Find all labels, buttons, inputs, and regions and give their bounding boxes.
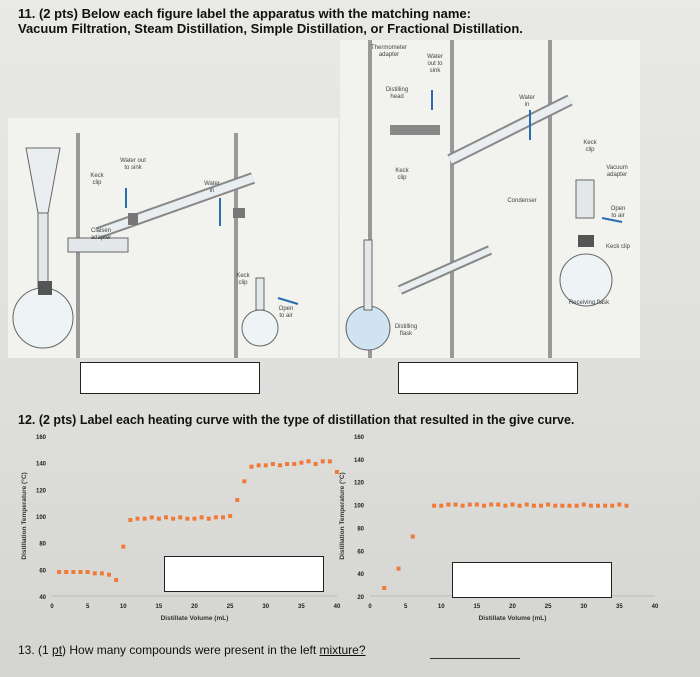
x-tick-label: 30 (580, 604, 588, 610)
answer-box-right-apparatus[interactable] (398, 362, 578, 394)
left-apparatus-drawing (8, 118, 338, 358)
data-point (121, 545, 125, 549)
data-point (625, 504, 629, 508)
data-point (221, 515, 225, 519)
data-point (546, 503, 550, 507)
label-keck-clip-right: Keck clip (605, 244, 630, 250)
label-water-out: Water out to sink (120, 158, 146, 171)
data-point (228, 514, 232, 518)
data-point (511, 503, 515, 507)
y-tick-label: 120 (35, 488, 46, 495)
answer-line-q13[interactable] (430, 658, 520, 659)
data-point (86, 570, 90, 574)
y-tick-label: 160 (35, 435, 46, 441)
y-tick-label: 80 (39, 541, 46, 548)
x-axis-label: Distillate Volume (mL) (160, 615, 229, 622)
data-point (321, 459, 325, 463)
data-point (411, 535, 415, 539)
y-tick-label: 60 (357, 549, 364, 556)
x-tick-label: 35 (298, 604, 305, 610)
data-point (128, 518, 132, 522)
data-point (299, 461, 303, 465)
data-point (157, 517, 161, 521)
data-point (496, 503, 500, 507)
data-point (136, 517, 140, 521)
x-tick-label: 30 (262, 604, 270, 610)
data-point (596, 504, 600, 508)
data-point (553, 504, 557, 508)
y-axis-label: Distillation Temperature (°C) (21, 472, 28, 560)
data-point (518, 504, 522, 508)
data-point (278, 463, 282, 467)
data-point (57, 570, 61, 574)
data-point (439, 504, 443, 508)
data-point (454, 503, 458, 507)
y-tick-label: 20 (357, 595, 364, 601)
answer-box-right-curve[interactable] (452, 562, 612, 598)
data-point (214, 515, 218, 519)
data-point (603, 504, 607, 508)
data-point (250, 465, 254, 469)
data-point (107, 573, 111, 577)
y-tick-label: 140 (353, 457, 364, 464)
x-tick-label: 0 (50, 604, 54, 610)
label-open-to-air-right: Open to air (610, 206, 626, 219)
x-tick-label: 20 (191, 604, 198, 610)
data-point (314, 462, 318, 466)
x-tick-label: 10 (437, 604, 445, 610)
label-condenser: Condenser (507, 198, 537, 204)
y-tick-label: 140 (35, 461, 46, 468)
question-11-line1: 11. (2 pts) Below each figure label the apparatus with the matching name: (18, 6, 471, 21)
x-axis-label: Distillate Volume (mL) (478, 615, 547, 622)
x-tick-label: 15 (155, 604, 163, 610)
x-tick-label: 5 (85, 604, 90, 610)
data-point (568, 504, 572, 508)
y-tick-label: 100 (353, 503, 364, 510)
label-keck-clip-top-right: Keck clip (583, 140, 597, 153)
x-tick-label: 20 (509, 604, 516, 610)
data-point (532, 504, 536, 508)
data-point (235, 498, 239, 502)
question-11 (18, 6, 523, 36)
data-point (589, 504, 593, 508)
apparatus-figure-right (340, 40, 640, 358)
data-point (264, 463, 268, 467)
data-point (93, 571, 97, 575)
label-water-in-right: Water in (519, 95, 535, 108)
data-point (582, 503, 586, 507)
heating-curve-left (12, 428, 352, 628)
y-axis-label: Distillation Temperature (°C) (339, 472, 346, 560)
data-point (461, 504, 465, 508)
y-tick-label: 100 (35, 515, 46, 521)
answer-box-left-curve[interactable] (164, 556, 324, 592)
data-point (207, 517, 211, 521)
x-tick-label: 15 (473, 604, 481, 610)
data-point (307, 459, 311, 463)
data-point (468, 503, 472, 507)
question-13: 13. (1 pt) How many compounds were present in the left mixture? (18, 643, 366, 657)
x-tick-label: 10 (119, 604, 127, 610)
data-point (271, 462, 275, 466)
data-point (200, 515, 204, 519)
data-point (257, 463, 261, 467)
label-claisen-adapter: Claisen adapter (90, 228, 112, 241)
x-tick-label: 0 (368, 604, 372, 610)
answer-box-left-apparatus[interactable] (80, 362, 260, 394)
data-point (150, 515, 154, 519)
data-point (475, 503, 479, 507)
label-receiving-flask: Receiving flask (568, 300, 610, 306)
data-point (482, 504, 486, 508)
data-point (610, 504, 614, 508)
apparatus-figure-left (8, 118, 338, 358)
question-11-line2: Vacuum Filtration, Steam Distillation, Simple Distillation, or Fractional Distillation. (18, 21, 523, 36)
data-point (285, 462, 289, 466)
data-point (114, 578, 118, 582)
data-point (539, 504, 543, 508)
data-point (79, 570, 83, 574)
label-open-to-air-left: Open to air (278, 306, 294, 319)
data-point (489, 503, 493, 507)
y-tick-label: 80 (357, 526, 364, 533)
data-point (292, 462, 296, 466)
label-thermometer-adapter: Thermometer adapter (370, 45, 407, 58)
data-point (525, 503, 529, 507)
data-point (560, 504, 564, 508)
x-tick-label: 5 (403, 604, 408, 610)
label-distilling-head: Distilling head (385, 87, 409, 100)
x-tick-label: 25 (544, 604, 552, 610)
data-point (143, 517, 147, 521)
label-keck-clip-mid: Keck clip (395, 168, 409, 181)
y-tick-label: 40 (357, 572, 364, 579)
data-point (397, 567, 401, 571)
data-point (382, 586, 386, 590)
data-point (193, 517, 197, 521)
question-12: 12. (2 pts) Label each heating curve with the type of distillation that resulted in the give curve. (18, 413, 575, 427)
data-point (185, 517, 189, 521)
label-water-out-right: Water out to sink (427, 54, 443, 74)
data-point (446, 503, 450, 507)
y-tick-label: 160 (353, 435, 364, 441)
label-distilling-flask: Distilling flask (394, 324, 418, 337)
y-tick-label: 40 (39, 595, 46, 601)
y-tick-label: 60 (39, 568, 46, 575)
data-point (242, 479, 246, 483)
label-keck-clip-left: Keck clip (90, 173, 104, 186)
data-point (100, 571, 104, 575)
data-point (171, 517, 175, 521)
data-point (164, 515, 168, 519)
label-keck-clip-lower: Keck clip (236, 273, 250, 286)
x-tick-label: 25 (226, 604, 234, 610)
x-tick-label: 35 (616, 604, 623, 610)
data-point (432, 504, 436, 508)
data-point (178, 515, 182, 519)
data-point (64, 570, 68, 574)
data-point (71, 570, 75, 574)
data-point (575, 504, 579, 508)
x-tick-label: 40 (651, 604, 659, 610)
heating-curve-right (330, 428, 670, 628)
label-vacuum-adapter: Vacuum adapter (606, 165, 628, 178)
y-tick-label: 120 (353, 480, 364, 487)
x-tick-label: 40 (333, 604, 341, 610)
label-water-in-left: Water in (204, 181, 220, 194)
data-point (503, 504, 507, 508)
data-point (617, 503, 621, 507)
